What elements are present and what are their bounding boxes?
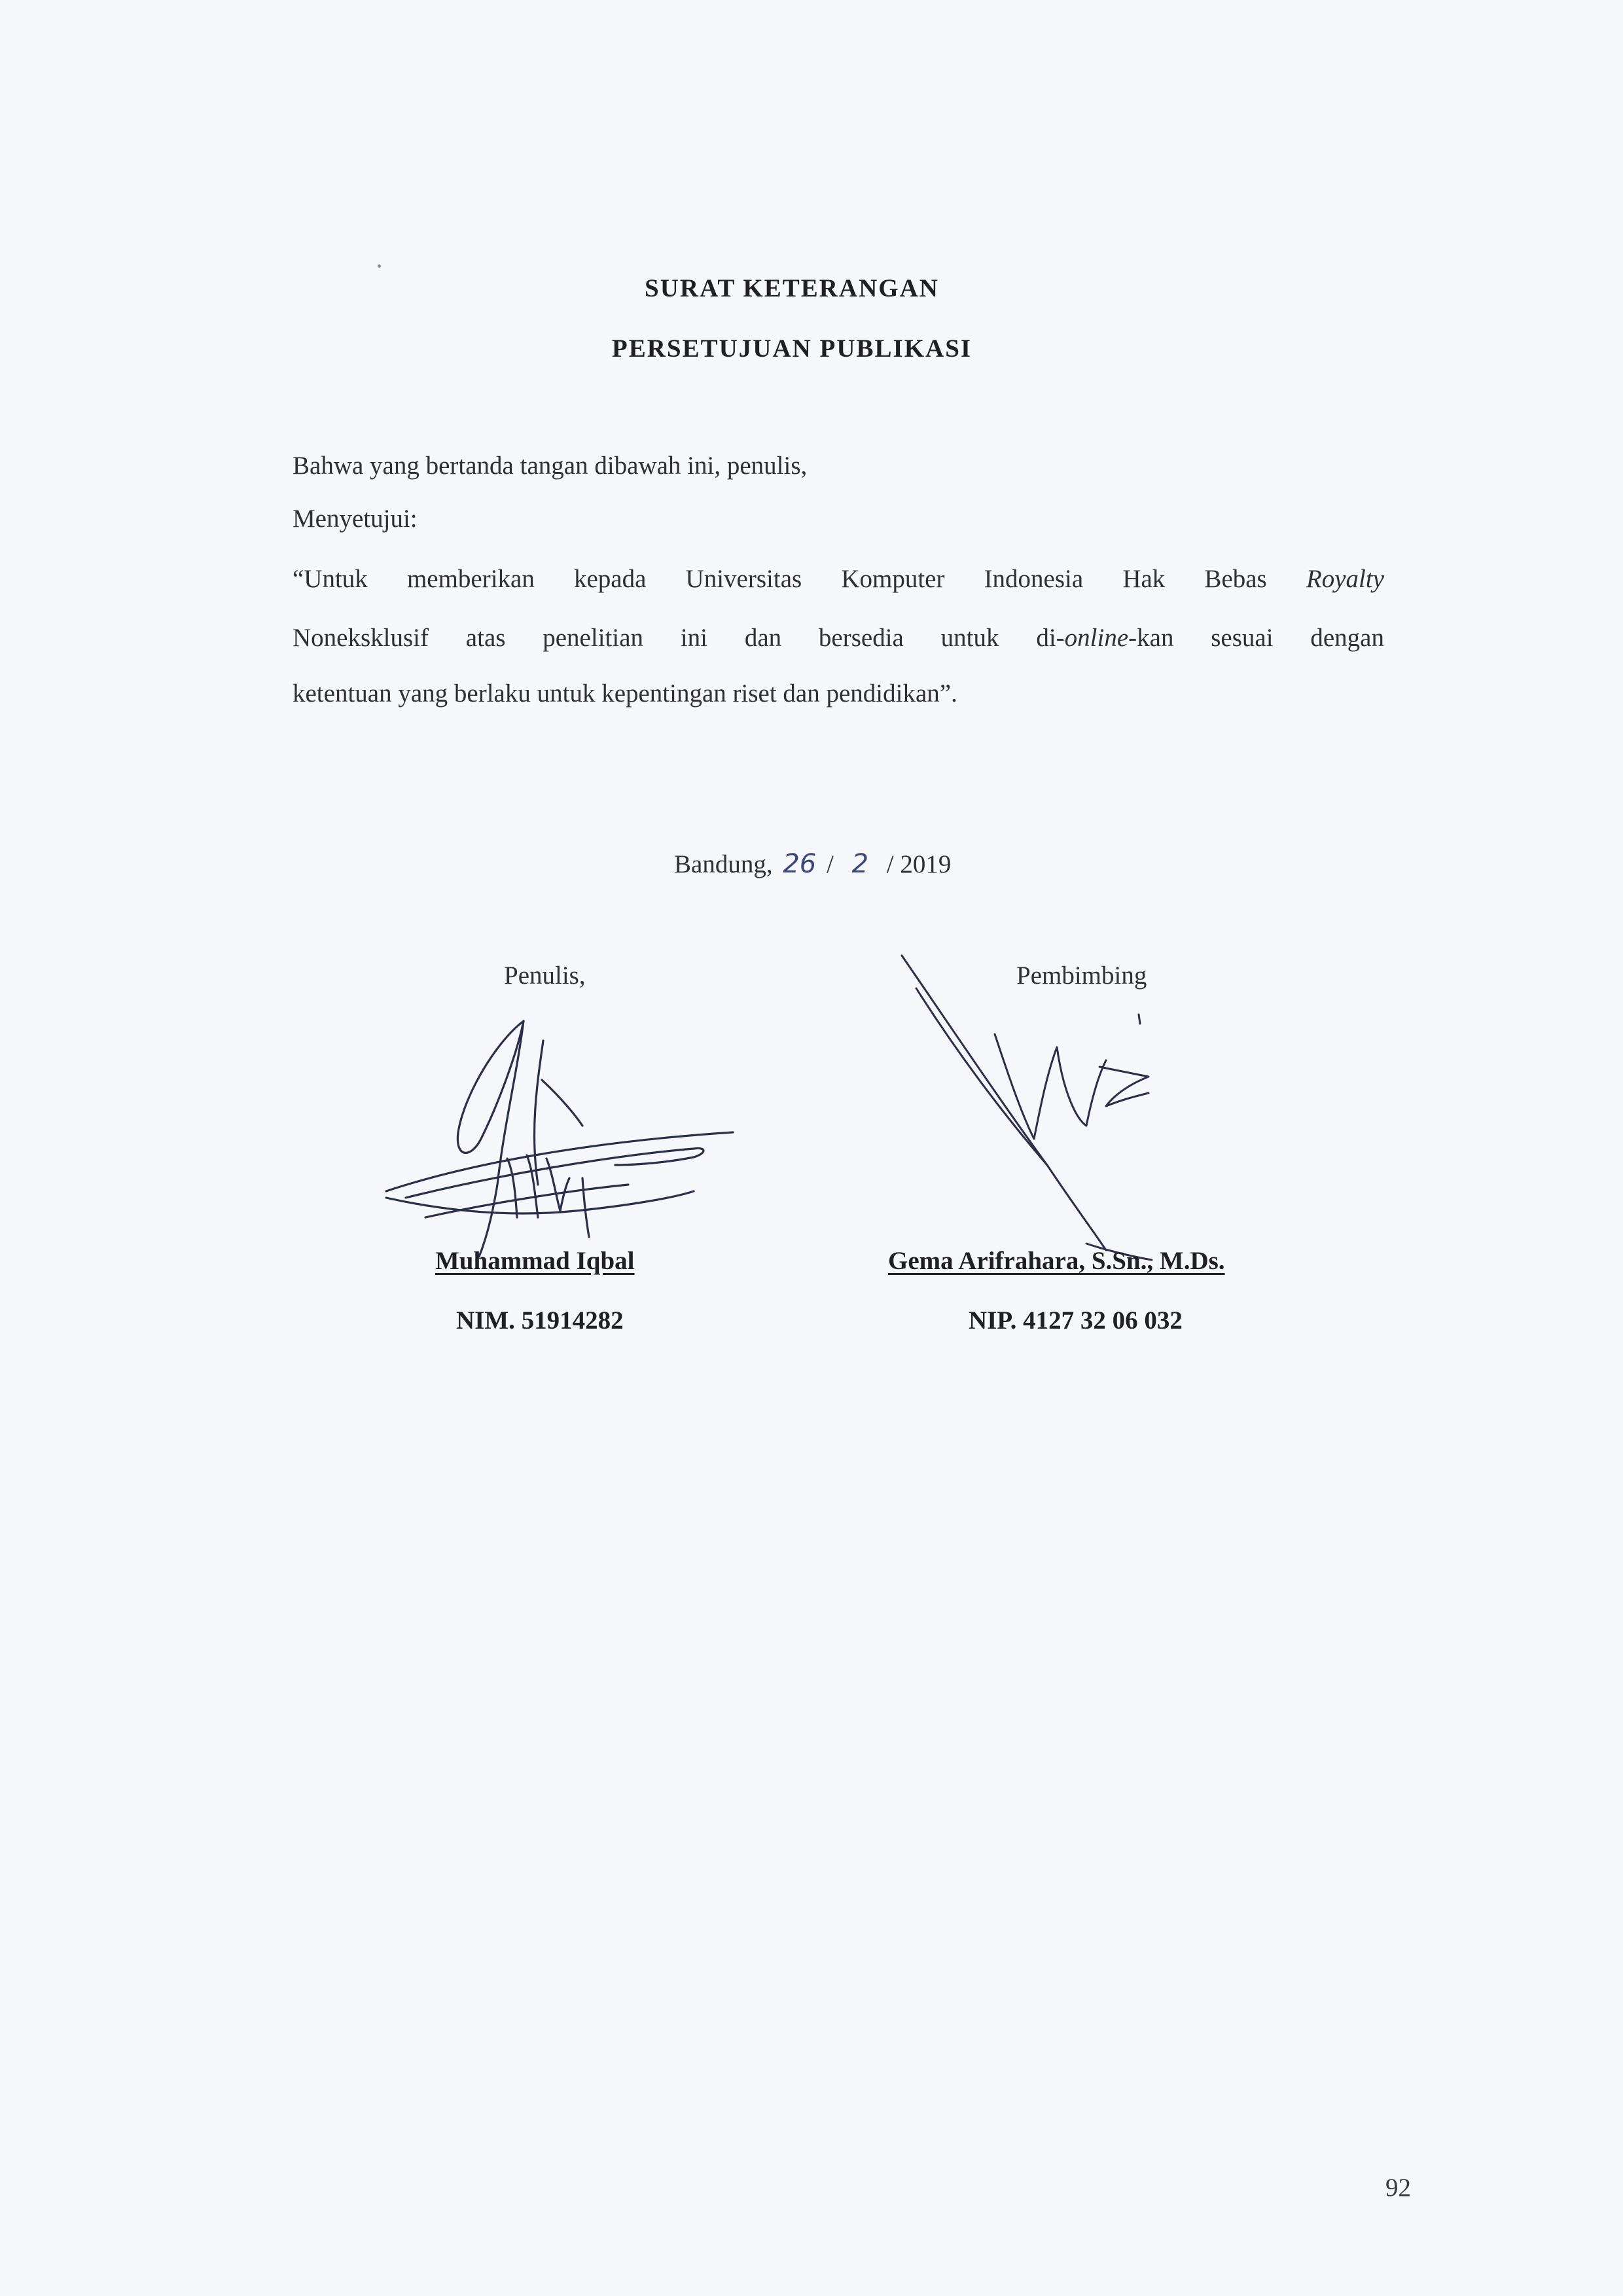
document-title: SURAT KETERANGAN [645,274,939,302]
quote-line-3: ketentuan yang berlaku untuk kepentingan riset dan pendidikan”. [293,679,957,708]
intro-line: Bahwa yang bertanda tangan dibawah ini, penulis, [293,452,808,480]
author-role: Penulis, [504,961,586,990]
supervisor-name: Gema Arifrahara, S.Sn., M.Ds. [888,1247,1225,1275]
quote-line-2-text-a: Noneksklusif atas penelitian ini dan bersedia untuk di- [293,624,1065,652]
author-name: Muhammad Iqbal [435,1247,635,1275]
author-nim: NIM. 51914282 [456,1306,624,1335]
date-year: 2019 [900,850,952,878]
quote-line-1 [293,566,1384,592]
author-signature [366,1001,746,1263]
handwritten-day: 26 [783,849,817,879]
place-label: Bandung, [674,850,773,878]
quote-line-2-text-c: -kan sesuai dengan [1128,624,1384,652]
quote-line-1-text: “Untuk memberikan kepada Universitas Komputer Indonesia Hak Bebas [293,565,1306,593]
quote-line-2-italic: online [1064,624,1129,652]
handwritten-month: 2 [851,849,869,879]
quote-line-2 [293,625,1384,651]
supervisor-signature [890,942,1230,1270]
supervisor-nip: NIP. 4127 32 06 032 [969,1306,1183,1335]
page-number: 92 [1385,2174,1411,2202]
document-subtitle: PERSETUJUAN PUBLIKASI [611,334,972,363]
scan-speck [378,264,381,268]
quote-line-1-italic: Royalty [1306,565,1384,593]
date-separator: / [886,850,894,878]
place-and-date [674,849,951,879]
supervisor-role: Pembimbing [1016,961,1147,990]
date-separator: / [826,850,834,878]
agreement-label: Menyetujui: [293,505,418,533]
